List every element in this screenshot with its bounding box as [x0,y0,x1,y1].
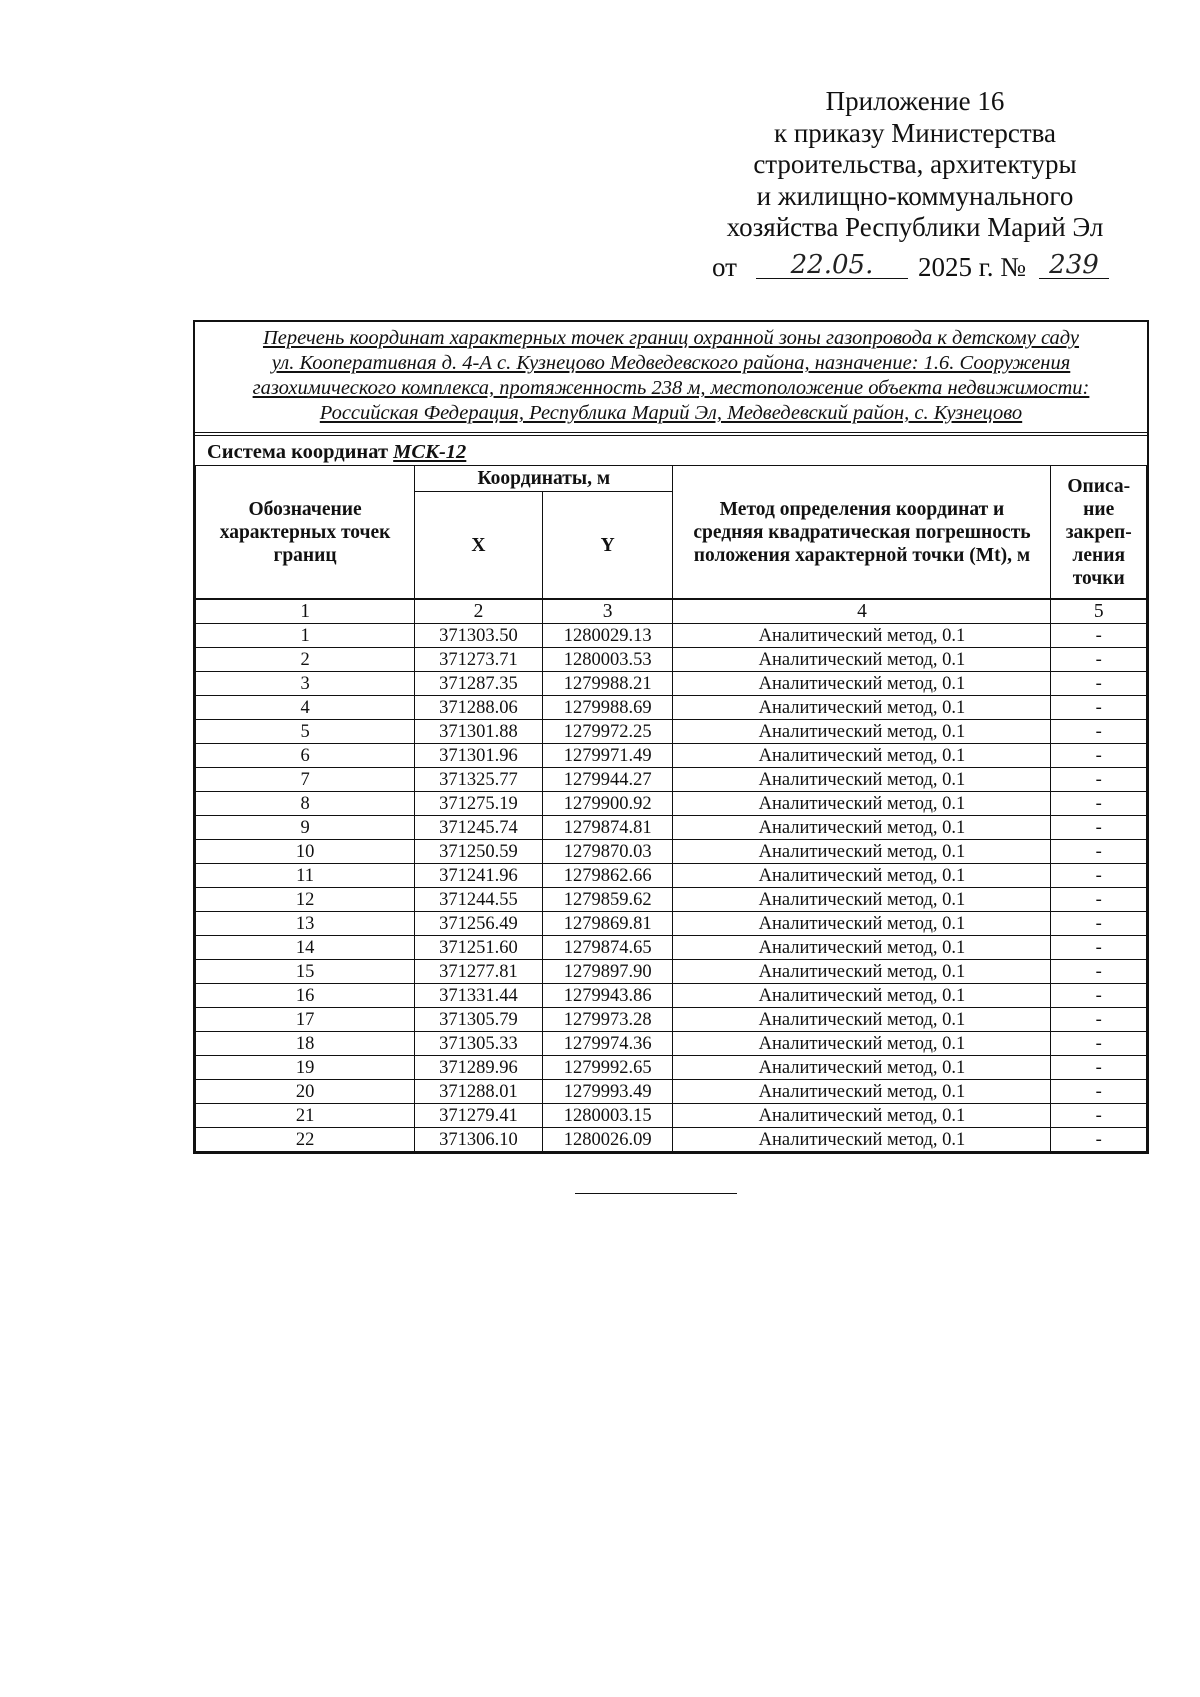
fixing-cell: - [1051,1080,1147,1104]
column-number: 3 [542,599,673,624]
coord-x: 371288.06 [415,696,543,720]
table-row [196,624,1147,648]
header-line: хозяйства Республики Марий Эл [726,212,1104,242]
method-cell: Аналитический метод, 0.1 [673,792,1051,816]
fixing-cell: - [1051,696,1147,720]
coordinates-table [195,465,1147,1152]
point-number: 5 [196,720,415,744]
coordinates-table-frame [193,320,1149,1154]
point-number: 19 [196,1056,415,1080]
coord-y: 1280029.13 [542,624,673,648]
fixing-cell: - [1051,936,1147,960]
description-line: газохимического комплекса, протяженность 238 м, местоположение объекта недвижимости: [252,377,1090,399]
fixing-cell: - [1051,864,1147,888]
point-number: 13 [196,912,415,936]
coord-y: 1279862.66 [542,864,673,888]
point-number: 12 [196,888,415,912]
point-number: 22 [196,1128,415,1152]
fixing-cell: - [1051,960,1147,984]
coord-x: 371287.35 [415,672,543,696]
handwritten-date: 22.05. [756,250,908,279]
table-row [196,1008,1147,1032]
coord-x: 371303.50 [415,624,543,648]
header-line: строительства, архитектуры [753,149,1077,179]
header-x: X [415,492,543,599]
fixing-cell: - [1051,672,1147,696]
table-row [196,864,1147,888]
method-cell: Аналитический метод, 0.1 [673,672,1051,696]
coord-y: 1279992.65 [542,1056,673,1080]
table-row [196,696,1147,720]
coord-y: 1279869.81 [542,912,673,936]
coord-x: 371301.88 [415,720,543,744]
point-number: 11 [196,864,415,888]
fixing-cell: - [1051,792,1147,816]
point-number: 1 [196,624,415,648]
coord-y: 1279943.86 [542,984,673,1008]
fixing-cell: - [1051,1008,1147,1032]
method-cell: Аналитический метод, 0.1 [673,960,1051,984]
table-row [196,768,1147,792]
point-number: 6 [196,744,415,768]
fixing-cell: - [1051,1032,1147,1056]
coord-y: 1279859.62 [542,888,673,912]
table-row [196,720,1147,744]
point-number: 14 [196,936,415,960]
column-number: 2 [415,599,543,624]
coord-y: 1279972.25 [542,720,673,744]
point-number: 16 [196,984,415,1008]
description-line: ул. Кооперативная д. 4-А с. Кузнецово Медведевского района, назначение: 1.6. Сооружения [271,352,1071,374]
coordinate-system [195,437,1147,465]
method-cell: Аналитический метод, 0.1 [673,1032,1051,1056]
table-row [196,672,1147,696]
table-row [196,1056,1147,1080]
table-row [196,1104,1147,1128]
method-cell: Аналитический метод, 0.1 [673,840,1051,864]
coord-x: 371277.81 [415,960,543,984]
method-cell: Аналитический метод, 0.1 [673,984,1051,1008]
header-point-designation: Обозначение характерных точек границ [196,466,415,600]
coord-x: 371275.19 [415,792,543,816]
table-row [196,1032,1147,1056]
point-number: 15 [196,960,415,984]
fixing-cell: - [1051,1056,1147,1080]
method-cell: Аналитический метод, 0.1 [673,648,1051,672]
fixing-cell: - [1051,840,1147,864]
table-row [196,1080,1147,1104]
point-number: 18 [196,1032,415,1056]
handwritten-order-number: 239 [1039,250,1109,279]
object-description [195,322,1147,433]
order-date-line [712,250,1132,286]
coord-y: 1279988.21 [542,672,673,696]
coord-y: 1279874.81 [542,816,673,840]
table-row [196,912,1147,936]
closing-line [575,1193,737,1194]
coord-x: 371245.74 [415,816,543,840]
header-line: и жилищно-коммунального [756,180,1074,211]
coord-y: 1279874.65 [542,936,673,960]
fixing-cell: - [1051,1104,1147,1128]
fixing-cell: - [1051,888,1147,912]
table-row [196,744,1147,768]
fixing-cell: - [1051,648,1147,672]
coordinates-table-body [196,624,1147,1152]
coord-x: 371306.10 [415,1128,543,1152]
coord-x: 371273.71 [415,648,543,672]
coord-x: 371331.44 [415,984,543,1008]
coord-y: 1280026.09 [542,1128,673,1152]
method-cell: Аналитический метод, 0.1 [673,1104,1051,1128]
method-cell: Аналитический метод, 0.1 [673,1008,1051,1032]
coord-x: 371244.55 [415,888,543,912]
point-number: 10 [196,840,415,864]
coord-x: 371305.79 [415,1008,543,1032]
fixing-cell: - [1051,1128,1147,1152]
coord-x: 371305.33 [415,1032,543,1056]
method-cell: Аналитический метод, 0.1 [673,816,1051,840]
fixing-cell: - [1051,720,1147,744]
method-cell: Аналитический метод, 0.1 [673,1056,1051,1080]
header-y: Y [542,492,673,599]
header-fixing-description: Описа-ние закреп-ления точки [1051,466,1147,600]
method-cell: Аналитический метод, 0.1 [673,888,1051,912]
method-cell: Аналитический метод, 0.1 [673,1080,1051,1104]
method-cell: Аналитический метод, 0.1 [673,768,1051,792]
coord-x: 371251.60 [415,936,543,960]
date-prefix: от [712,252,737,282]
fixing-cell: - [1051,912,1147,936]
table-row [196,960,1147,984]
coord-y: 1279973.28 [542,1008,673,1032]
coord-x: 371301.96 [415,744,543,768]
column-number: 1 [196,599,415,624]
point-number: 9 [196,816,415,840]
coord-y: 1279944.27 [542,768,673,792]
table-row [196,936,1147,960]
point-number: 20 [196,1080,415,1104]
header-line: Приложение 16 [825,86,1005,116]
year-label: 2025 г. № [918,252,1027,282]
method-cell: Аналитический метод, 0.1 [673,864,1051,888]
point-number: 3 [196,672,415,696]
point-number: 4 [196,696,415,720]
coord-y: 1279870.03 [542,840,673,864]
column-number: 4 [673,599,1051,624]
method-cell: Аналитический метод, 0.1 [673,1128,1051,1152]
fixing-cell: - [1051,624,1147,648]
column-number: 5 [1051,599,1147,624]
method-cell: Аналитический метод, 0.1 [673,936,1051,960]
fixing-cell: - [1051,816,1147,840]
table-row [196,792,1147,816]
coord-y: 1279900.92 [542,792,673,816]
coord-y: 1280003.53 [542,648,673,672]
table-row [196,984,1147,1008]
method-cell: Аналитический метод, 0.1 [673,624,1051,648]
description-line: Перечень координат характерных точек границ охранной зоны газопровода к детскому саду [262,327,1080,349]
coord-x: 371256.49 [415,912,543,936]
coord-x: 371289.96 [415,1056,543,1080]
fixing-cell: - [1051,768,1147,792]
fixing-cell: - [1051,744,1147,768]
point-number: 21 [196,1104,415,1128]
coord-x: 371279.41 [415,1104,543,1128]
table-row [196,816,1147,840]
method-cell: Аналитический метод, 0.1 [673,912,1051,936]
table-row [196,1128,1147,1152]
appendix-header [700,86,1130,244]
description-line: Российская Федерация, Республика Марий Эл, Медведевский район, с. Кузнецово [319,402,1023,424]
coordinate-system-name: МСК-12 [393,441,467,463]
coord-y: 1279971.49 [542,744,673,768]
fixing-cell: - [1051,984,1147,1008]
coordinate-system-label: Система координат [207,441,389,463]
header-method: Метод определения координат и средняя квадратическая погрешность положения характерной точки (Mt), м [673,466,1051,600]
coord-x: 371241.96 [415,864,543,888]
coord-x: 371325.77 [415,768,543,792]
coord-y: 1279988.69 [542,696,673,720]
coord-y: 1279974.36 [542,1032,673,1056]
table-row [196,648,1147,672]
coord-y: 1279897.90 [542,960,673,984]
point-number: 7 [196,768,415,792]
method-cell: Аналитический метод, 0.1 [673,720,1051,744]
method-cell: Аналитический метод, 0.1 [673,696,1051,720]
header-coordinates: Координаты, м [415,466,673,492]
coord-y: 1279993.49 [542,1080,673,1104]
point-number: 8 [196,792,415,816]
coord-y: 1280003.15 [542,1104,673,1128]
coord-x: 371288.01 [415,1080,543,1104]
point-number: 17 [196,1008,415,1032]
method-cell: Аналитический метод, 0.1 [673,744,1051,768]
header-line: к приказу Министерства [773,117,1057,148]
table-row [196,840,1147,864]
table-row [196,888,1147,912]
point-number: 2 [196,648,415,672]
coord-x: 371250.59 [415,840,543,864]
